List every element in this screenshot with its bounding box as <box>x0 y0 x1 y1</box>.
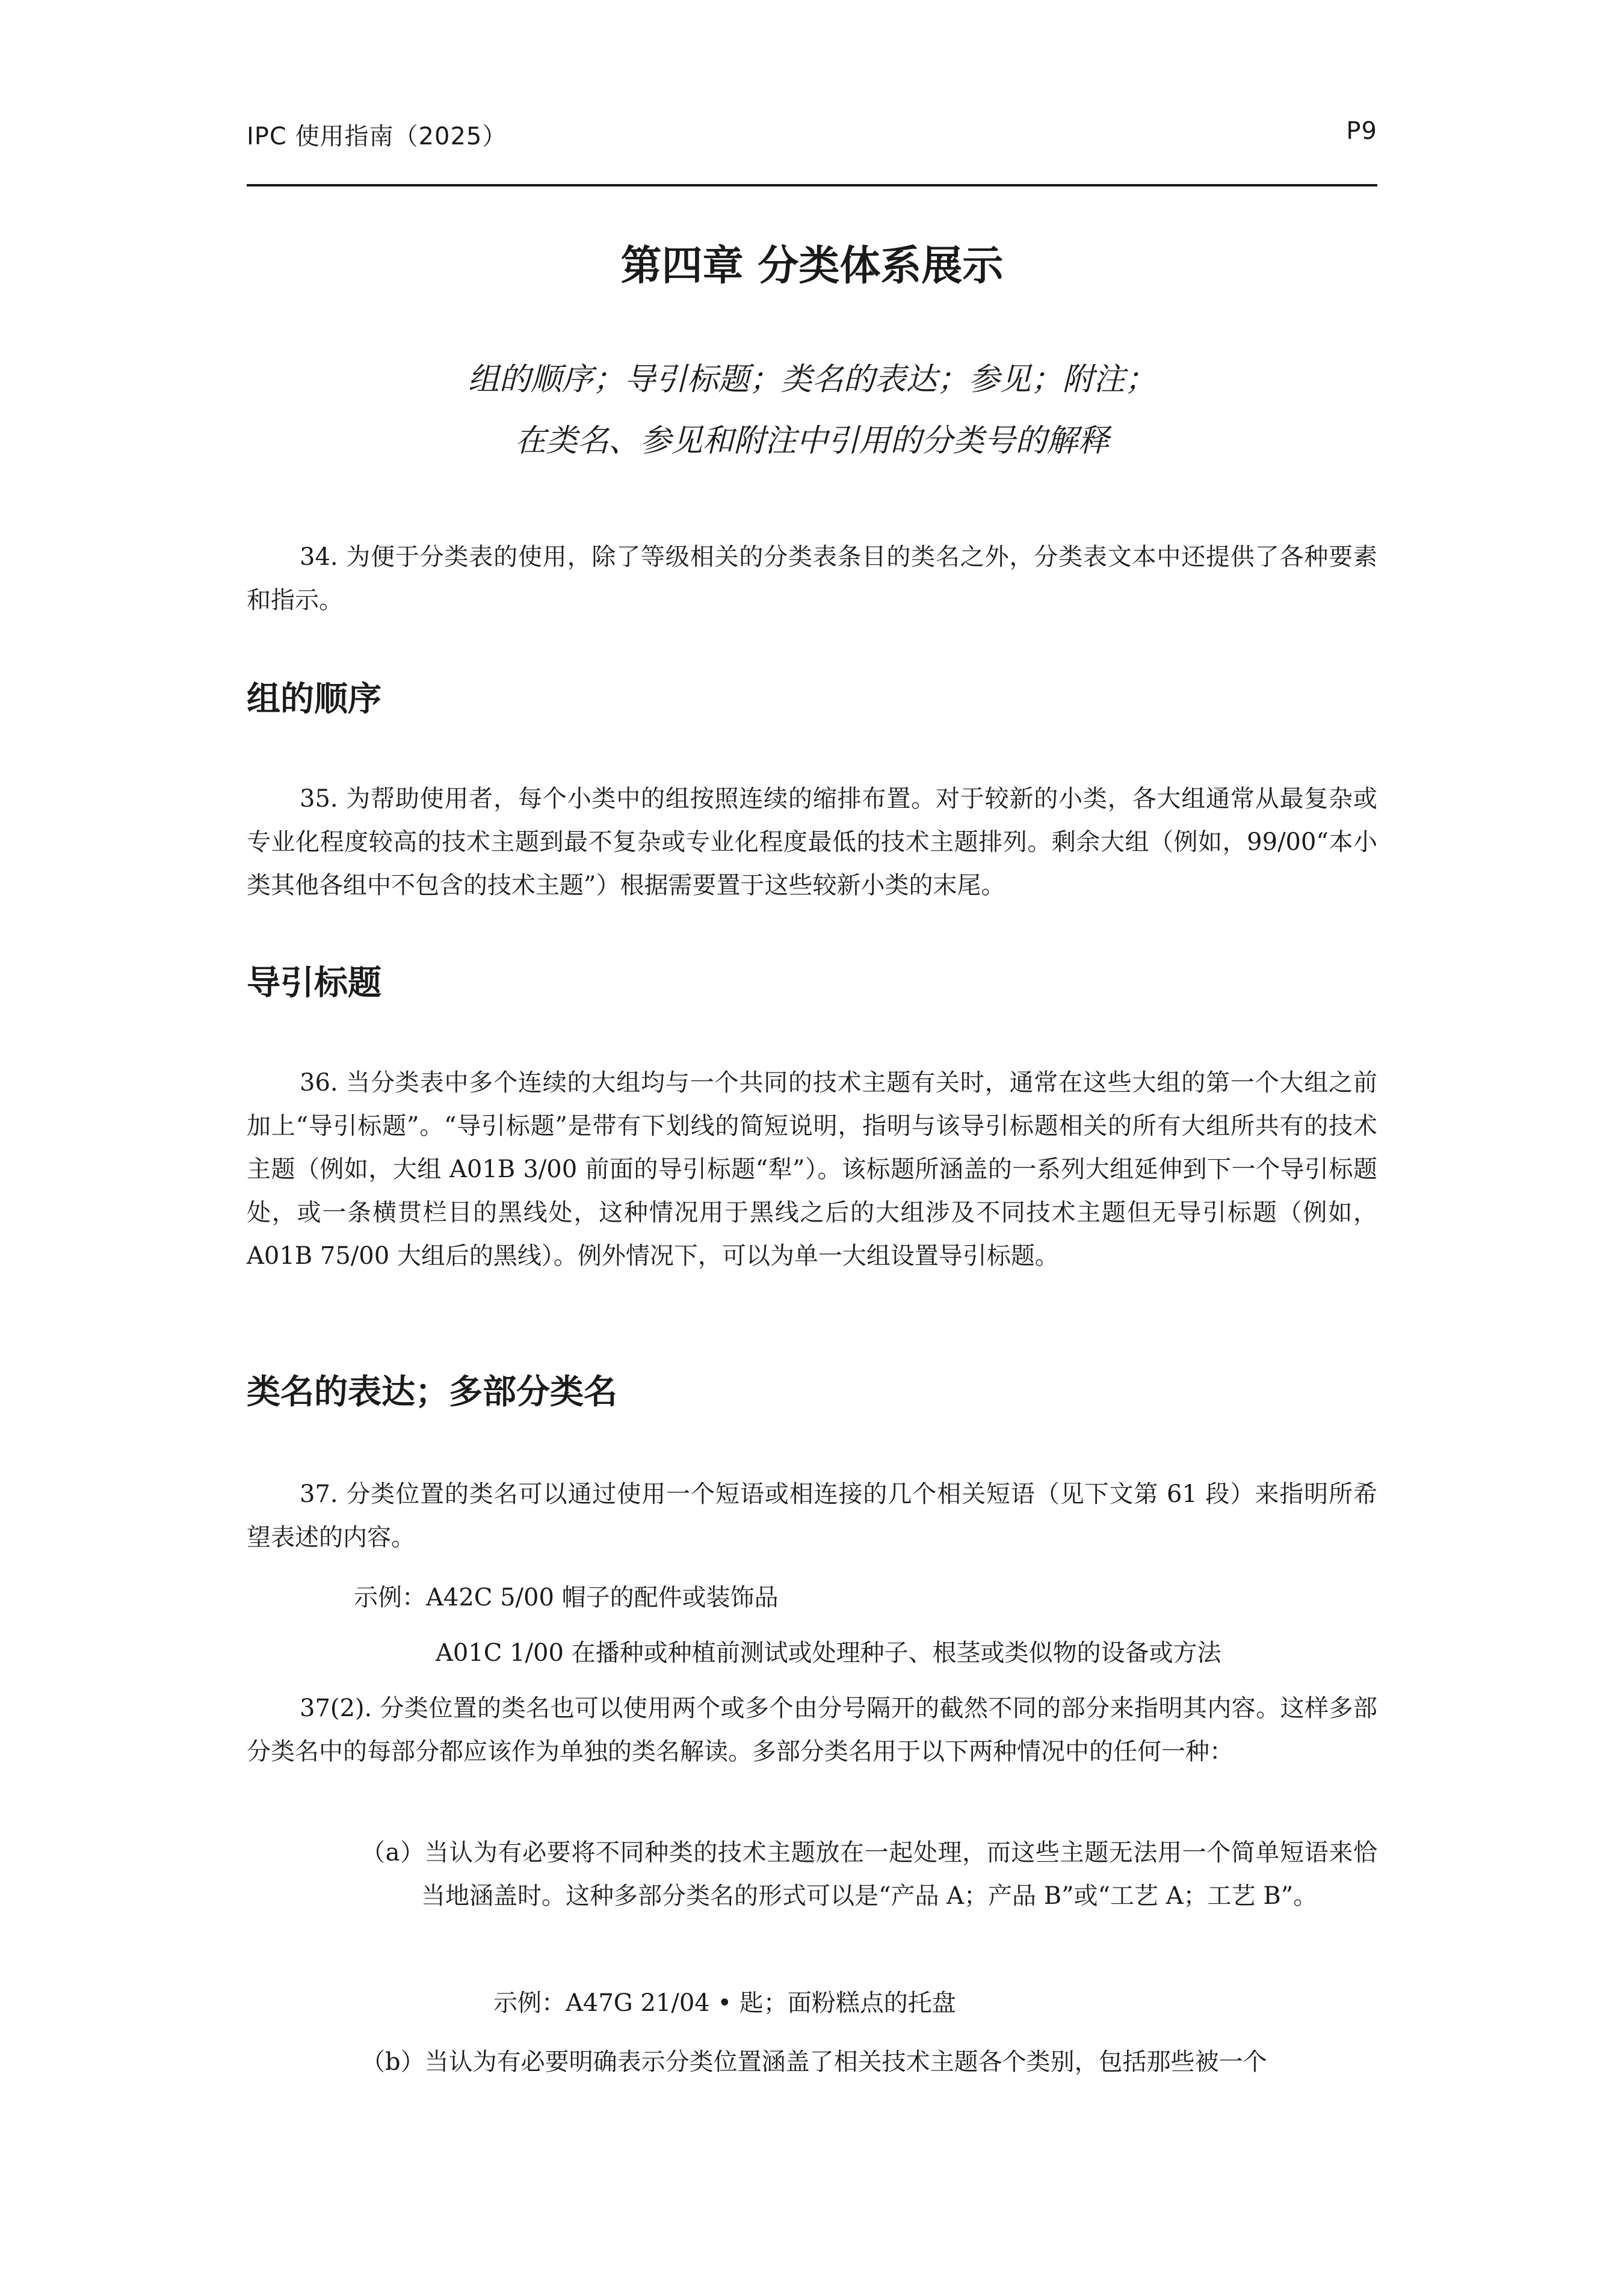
chapter-title: 第四章 分类体系展示 <box>620 242 1004 290</box>
paragraph-37-2: 37(2). 分类位置的类名也可以使用两个或多个由分号隔开的截然不同的部分来指明其内容。这样多部分类名中的每部分都应该作为单独的类名解读。多部分类名用于以下两种情况中的任何一种： <box>247 1694 1377 1765</box>
chapter-subtitle-line2: 在类名、参见和附注中引用的分类号的解释 <box>514 423 1110 459</box>
paragraph-35: 35. 为帮助使用者，每个小类中的组按照连续的缩排布置。对于较新的小类，各大组通常从最复杂或专业化程度较高的技术主题到最不复杂或专业化程度最低的技术主题排列。剩余大组（例如，99/00“本小类其他各组中不包含的技术主题”）根据需要置于这些较新小类的末尾。 <box>247 785 1377 899</box>
page-number: P9 <box>1346 117 1377 145</box>
list-item-a: （a）当认为有必要将不同种类的技术主题放在一起处理，而这些主题无法用一个简单短语来恰当地涵盖时。这种多部分类名的形式可以是“产品 A；产品 B”或“工艺 A；工艺 B”。 <box>361 1839 1377 1910</box>
section-heading-group-order: 组的顺序 <box>247 680 381 719</box>
section-heading-guide-headings: 导引标题 <box>247 964 381 1003</box>
chapter-subtitle-line1: 组的顺序；导引标题；类名的表达；参见；附注； <box>468 362 1156 398</box>
list-item-b: （b）当认为有必要明确表示分类位置涵盖了相关技术主题各个类别，包括那些被一个 <box>361 2048 1267 2076</box>
example-a42c: 示例：A42C 5/00 帽子的配件或装饰品 <box>354 1584 779 1611</box>
paragraph-34: 34. 为便于分类表的使用，除了等级相关的分类表条目的类名之外，分类表文本中还提供了各种要素和指示。 <box>247 543 1377 614</box>
paragraph-37: 37. 分类位置的类名可以通过使用一个短语或相连接的几个相关短语（见下文第 61 段）来指明所希望表述的内容。 <box>247 1480 1377 1551</box>
section-heading-title-expression: 类名的表达；多部分类名 <box>247 1373 617 1412</box>
example-a01c: A01C 1/00 在播种或种植前测试或处理种子、根茎或类似物的设备或方法 <box>436 1639 1221 1667</box>
header-rule <box>247 184 1377 186</box>
paragraph-36: 36. 当分类表中多个连续的大组均与一个共同的技术主题有关时，通常在这些大组的第一个大组之前加上“导引标题”。“导引标题”是带有下划线的简短说明，指明与该导引标题相关的所有大组所共有的技术主题（例如，大组 A01B 3/00 前面的导引标题“犁”）。该标题所涵盖的一系列大组延伸到下一个导引标题处，或一条横贯栏目的黑线处，这种情况用于黑线之后的大组涉及不同技术主题但无导引标题（例如，A01B 75/00 大组后的黑线）。例外情况下，可以为单一大组设置导引标题。 <box>247 1069 1377 1270</box>
example-a47g: 示例：A47G 21/04 • 匙；面粉糕点的托盘 <box>493 1989 956 2017</box>
running-header-title: IPC 使用指南（2025） <box>247 123 507 150</box>
